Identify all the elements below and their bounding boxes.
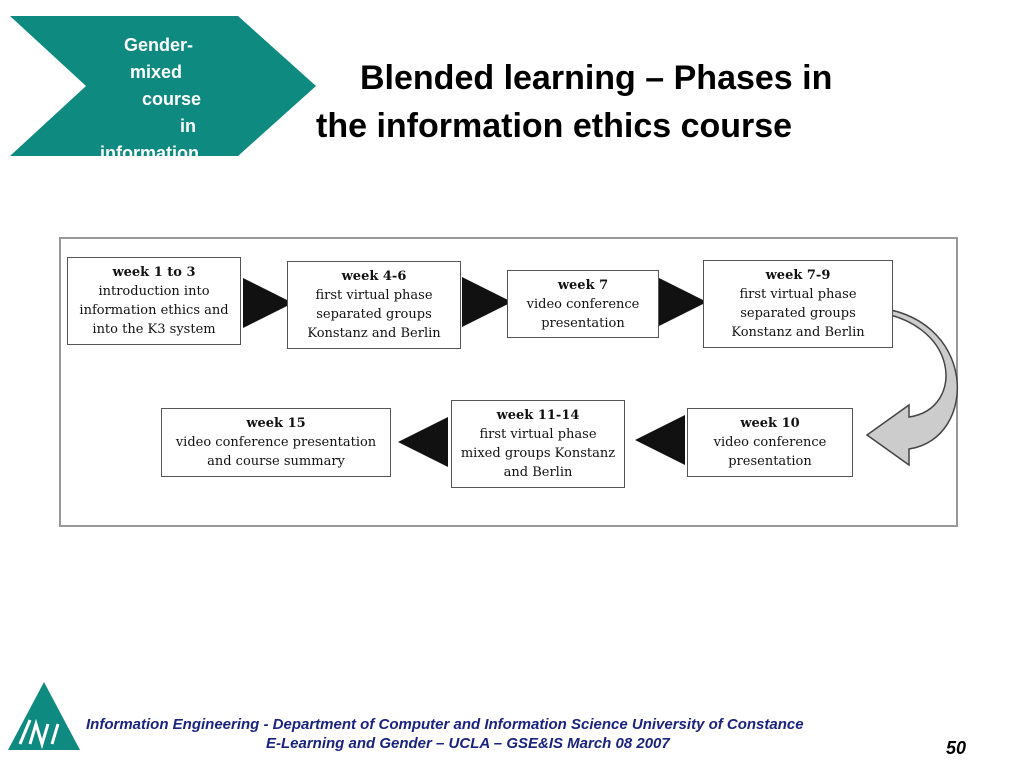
phase-week-label: week 7-9 xyxy=(765,268,831,283)
phase-week-label: week 10 xyxy=(740,416,800,431)
phase-description: presentation xyxy=(541,315,625,331)
phase-week-label: week 4-6 xyxy=(341,269,407,284)
phase-week-label: week 7 xyxy=(557,277,609,293)
phase-description: separated groups xyxy=(740,306,856,321)
phase-flow-diagram xyxy=(59,237,958,527)
phase-week-label: week 1 to 3 xyxy=(112,265,196,280)
phase-description: presentation xyxy=(728,454,812,469)
phase-description: video conference xyxy=(713,435,827,450)
page-number: 50 xyxy=(946,738,967,758)
phase-description: mixed groups Konstanz xyxy=(460,446,616,461)
phase-box-week-4-6 xyxy=(287,261,461,349)
phase-box-week-1-to-3 xyxy=(67,257,241,345)
phase-description: video conference xyxy=(526,296,640,312)
banner-line: mixed xyxy=(130,62,183,82)
footer-event: E-Learning and Gender – UCLA – GSE&IS March 08 2007 xyxy=(266,735,670,752)
logo-triangle-icon xyxy=(6,680,82,752)
phase-box-week-7 xyxy=(507,270,659,338)
phase-description: and course summary xyxy=(207,454,345,469)
phase-description: information ethics and xyxy=(79,303,229,318)
iwk-logo-icon xyxy=(6,680,82,752)
phase-week-label: week 15 xyxy=(246,416,306,431)
section-banner xyxy=(0,0,330,163)
slide-title-line-1: Blended learning – Phases in xyxy=(360,59,833,97)
slide-title xyxy=(300,54,940,150)
phase-description: Konstanz and Berlin xyxy=(731,325,865,340)
banner-text xyxy=(0,0,330,163)
phase-box-week-7-9 xyxy=(703,260,893,348)
phase-box-week-10 xyxy=(687,408,853,477)
phase-description: and Berlin xyxy=(503,465,573,480)
phase-box-week-15 xyxy=(161,408,391,477)
phase-description: separated groups xyxy=(316,307,432,322)
phase-description: video conference presentation xyxy=(175,435,377,450)
phase-week-label: week 11-14 xyxy=(496,408,580,423)
slide-title-line-2: the information ethics course xyxy=(316,107,793,145)
phase-description: first virtual phase xyxy=(315,288,433,303)
banner-line: course xyxy=(142,89,202,109)
phase-description: into the K3 system xyxy=(92,322,216,337)
banner-line: information xyxy=(100,143,199,163)
phase-description: Konstanz and Berlin xyxy=(307,326,441,341)
phase-description: first virtual phase xyxy=(479,427,597,442)
phase-box-week-11-14 xyxy=(451,400,625,488)
banner-line: in xyxy=(180,116,196,136)
phase-description: introduction into xyxy=(98,284,210,299)
phase-description: first virtual phase xyxy=(739,287,857,302)
footer-institution: Information Engineering - Department of Computer and Information Science University of Constance xyxy=(86,716,804,733)
banner-line: Gender- xyxy=(124,35,194,55)
